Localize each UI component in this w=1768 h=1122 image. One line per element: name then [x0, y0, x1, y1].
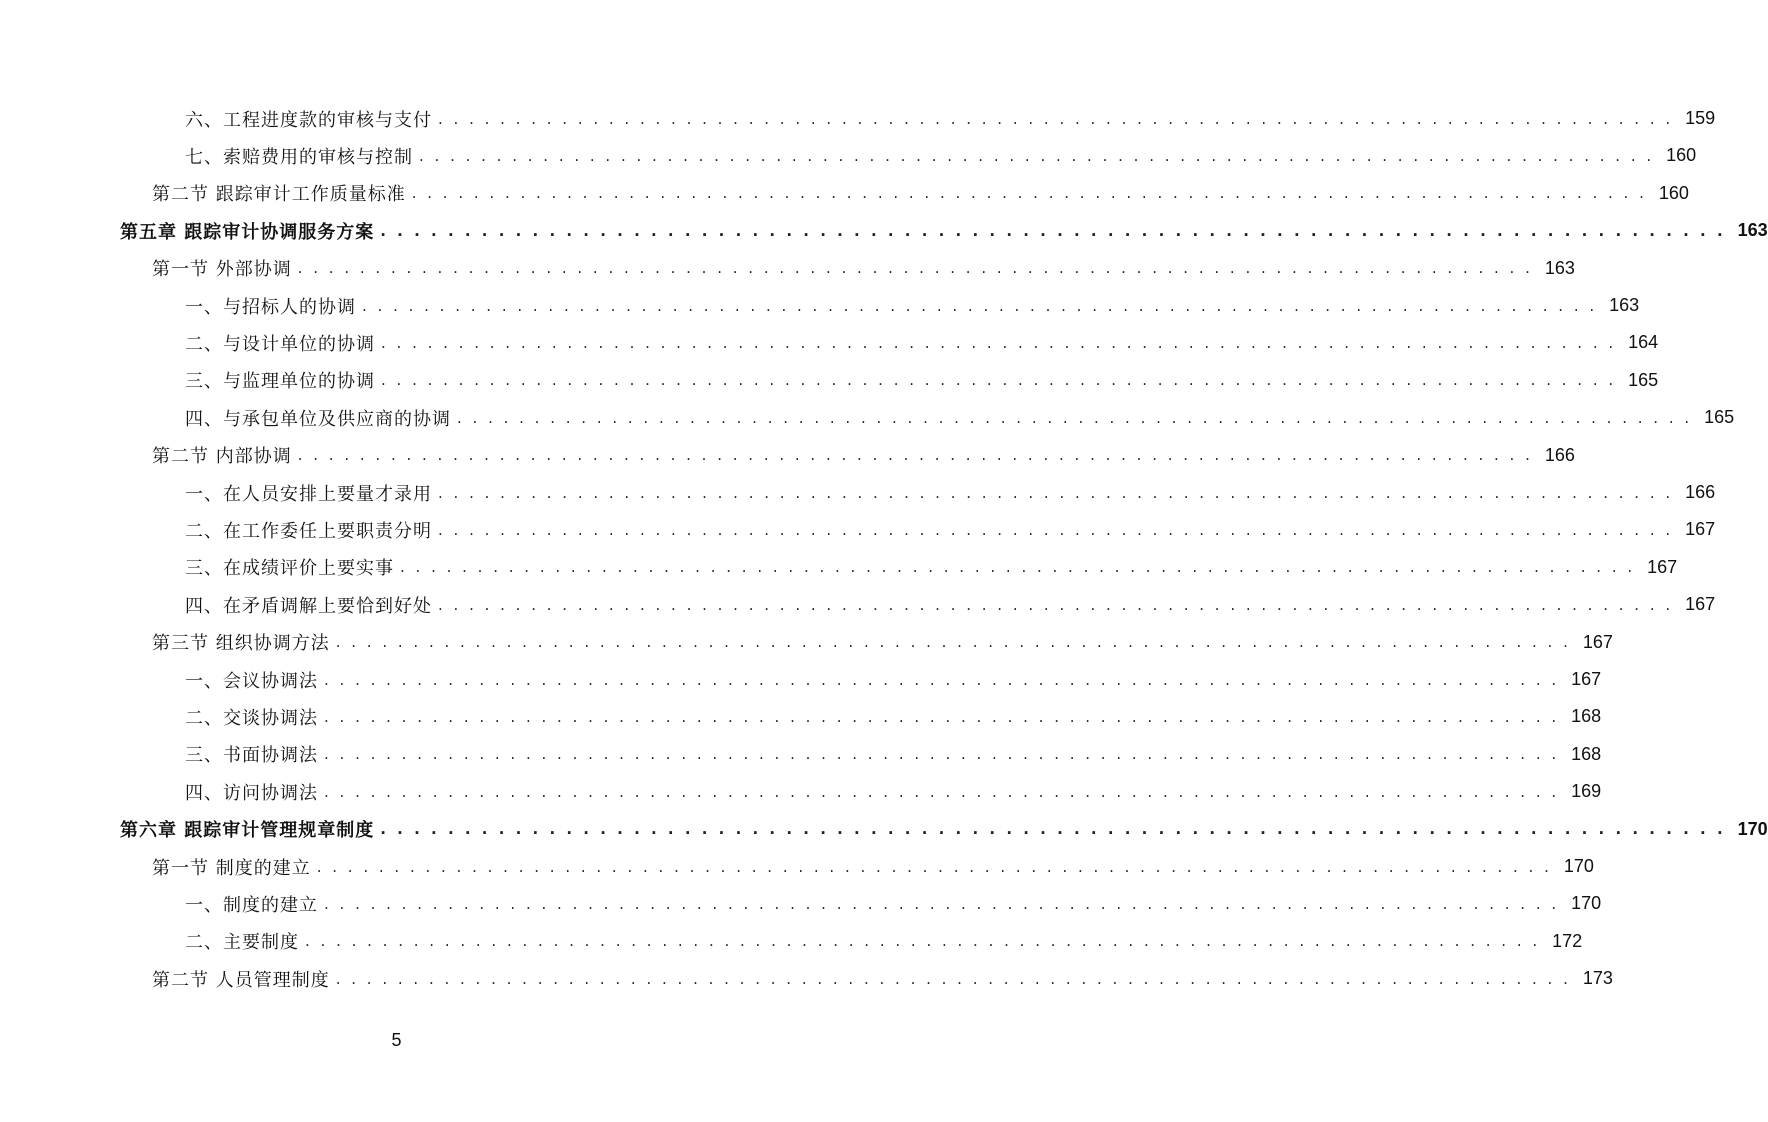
toc-chapter-entry[interactable] — [0, 212, 1768, 249]
toc-entry-page-number: 159 — [1685, 108, 1716, 128]
toc-entry-title: 四、与承包单位及供应商的协调 — [185, 408, 451, 430]
toc-section-entry[interactable] — [0, 437, 1575, 474]
toc-entry-page-number: 163 — [1737, 220, 1768, 241]
toc-dot-leader: . . . . . . . . . . . . . . . . . . . . . . . . . . . . . . . . . . . . . . . . . . . . . . . . . . . . . . . . . . . . . . . . . . . . . . . . . . . . . . . . — [335, 969, 1571, 988]
toc-entry-title: 二、在工作委任上要职责分明 — [185, 520, 432, 542]
toc-entry-title: 一、制度的建立 — [185, 894, 318, 916]
toc-dot-leader: . . . . . . . . . . . . . . . . . . . . . . . . . . . . . . . . . . . . . . . . . . . . . . . . . . . . . . . . . . . . . . . . . . . . . . . . . . . . . . . . — [324, 745, 1560, 764]
toc-entry-title: 四、访问协调法 — [185, 782, 318, 804]
toc-dot-leader: . . . . . . . . . . . . . . . . . . . . . . . . . . . . . . . . . . . . . . . . . . . . . . . . . . . . . . . . . . . . . . . . . . . . . . . . . . . . . . . . — [297, 446, 1533, 465]
toc-subsection-entry[interactable] — [0, 586, 1716, 623]
toc-entry-page-number: 170 — [1737, 818, 1768, 839]
toc-subsection-entry[interactable] — [0, 773, 1602, 810]
toc-entry-title: 三、与监理单位的协调 — [185, 371, 375, 393]
toc-entry-page-number: 168 — [1571, 706, 1602, 727]
toc-subsection-entry[interactable] — [0, 399, 1735, 436]
toc-subsection-entry[interactable] — [0, 661, 1602, 698]
toc-dot-leader: . . . . . . . . . . . . . . . . . . . . . . . . . . . . . . . . . . . . . . . . . . . . . . . . . . . . . . . . . . . . . . . . . . . . . . . . . . . . . . . . — [324, 782, 1560, 801]
toc-entry-page-number: 173 — [1582, 968, 1613, 989]
toc-section-entry[interactable] — [0, 624, 1613, 661]
toc-entry-title: 第一节 制度的建立 — [152, 857, 311, 879]
toc-entry-page-number: 167 — [1582, 631, 1613, 652]
toc-entry-title: 第六章 跟踪审计管理规章制度 — [120, 820, 375, 842]
toc-entry-page-number: 168 — [1571, 743, 1602, 764]
toc-dot-leader: . . . . . . . . . . . . . . . . . . . . . . . . . . . . . . . . . . . . . . . . . . . . . . . . . . . . . . . . . . . . . . . . . . . . . . . . . . . . . . . . — [400, 558, 1636, 577]
toc-entry-title: 一、会议协调法 — [185, 670, 318, 692]
toc-subsection-entry[interactable] — [0, 362, 1659, 399]
toc-entry-page-number: 163 — [1609, 295, 1640, 315]
toc-entry-page-number: 167 — [1647, 556, 1678, 577]
toc-dot-leader: . . . . . . . . . . . . . . . . . . . . . . . . . . . . . . . . . . . . . . . . . . . . . . . . . . . . . . . . . . . . . . . . . . . . . . . . . . . . . . . . — [411, 184, 1647, 203]
toc-entry-page-number: 165 — [1628, 369, 1659, 390]
toc-dot-leader: . . . . . . . . . . . . . . . . . . . . . . . . . . . . . . . . . . . . . . . . . . . . . . . . . . . . . . . . . . . . . . . . . . . . . . . . . . . . . . . . — [438, 109, 1674, 128]
toc-section-entry[interactable] — [0, 960, 1613, 997]
toc-dot-leader: . . . . . . . . . . . . . . . . . . . . . . . . . . . . . . . . . . . . . . . . . . . . . . . . . . . . . . . . . . . . . . . . . . . . . . . . . . . . . . . . — [380, 221, 1726, 240]
toc-entry-title: 第五章 跟踪审计协调服务方案 — [120, 221, 375, 243]
toc-entry-page-number: 169 — [1571, 781, 1602, 802]
toc-subsection-entry[interactable] — [0, 100, 1716, 137]
toc-entry-page-number: 163 — [1544, 257, 1575, 278]
toc-dot-leader: . . . . . . . . . . . . . . . . . . . . . . . . . . . . . . . . . . . . . . . . . . . . . . . . . . . . . . . . . . . . . . . . . . . . . . . . . . . . . . . . — [297, 259, 1533, 278]
toc-dot-leader: . . . . . . . . . . . . . . . . . . . . . . . . . . . . . . . . . . . . . . . . . . . . . . . . . . . . . . . . . . . . . . . . . . . . . . . . . . . . . . . . — [324, 707, 1560, 726]
toc-entry-title: 一、在人员安排上要量才录用 — [185, 483, 432, 505]
toc-entry-page-number: 166 — [1685, 482, 1716, 502]
toc-dot-leader: . . . . . . . . . . . . . . . . . . . . . . . . . . . . . . . . . . . . . . . . . . . . . . . . . . . . . . . . . . . . . . . . . . . . . . . . . . . . . . . . — [316, 857, 1552, 876]
toc-subsection-entry[interactable] — [0, 287, 1640, 324]
toc-subsection-entry[interactable] — [0, 474, 1716, 511]
toc-entry-title: 三、在成绩评价上要实事 — [185, 558, 394, 580]
toc-dot-leader: . . . . . . . . . . . . . . . . . . . . . . . . . . . . . . . . . . . . . . . . . . . . . . . . . . . . . . . . . . . . . . . . . . . . . . . . . . . . . . . . — [324, 670, 1560, 689]
toc-section-entry[interactable] — [0, 250, 1575, 287]
toc-entry-page-number: 172 — [1552, 930, 1583, 951]
toc-subsection-entry[interactable] — [0, 698, 1602, 735]
toc-entry-title: 第一节 外部协调 — [152, 259, 292, 281]
toc-entry-page-number: 160 — [1666, 145, 1697, 166]
toc-entry-page-number: 166 — [1544, 444, 1575, 465]
toc-dot-leader: . . . . . . . . . . . . . . . . . . . . . . . . . . . . . . . . . . . . . . . . . . . . . . . . . . . . . . . . . . . . . . . . . . . . . . . . . . . . . . . . — [305, 932, 1541, 951]
toc-entry-title: 第二节 跟踪审计工作质量标准 — [152, 184, 406, 206]
toc-section-entry[interactable] — [0, 175, 1689, 212]
toc-entry-title: 二、与设计单位的协调 — [185, 333, 375, 355]
toc-entry-title: 三、书面协调法 — [185, 745, 318, 767]
toc-dot-leader: . . . . . . . . . . . . . . . . . . . . . . . . . . . . . . . . . . . . . . . . . . . . . . . . . . . . . . . . . . . . . . . . . . . . . . . . . . . . . . . . — [381, 371, 1617, 390]
toc-entry-title: 七、索赔费用的审核与控制 — [185, 146, 413, 168]
toc-entry-page-number: 164 — [1628, 332, 1659, 353]
toc-subsection-entry[interactable] — [0, 549, 1678, 586]
toc-dot-leader: . . . . . . . . . . . . . . . . . . . . . . . . . . . . . . . . . . . . . . . . . . . . . . . . . . . . . . . . . . . . . . . . . . . . . . . . . . . . . . . . — [438, 483, 1674, 502]
toc-entry-title: 二、交谈协调法 — [185, 707, 318, 729]
toc-entry-title: 一、与招标人的协调 — [185, 296, 356, 318]
toc-entry-page-number: 170 — [1563, 856, 1594, 876]
toc-dot-leader: . . . . . . . . . . . . . . . . . . . . . . . . . . . . . . . . . . . . . . . . . . . . . . . . . . . . . . . . . . . . . . . . . . . . . . . . . . . . . . . . — [419, 146, 1655, 165]
toc-entry-title: 六、工程进度款的审核与支付 — [185, 109, 432, 131]
toc-entry-title: 第二节 人员管理制度 — [152, 969, 330, 991]
toc-subsection-entry[interactable] — [0, 885, 1602, 922]
toc-subsection-entry[interactable] — [0, 324, 1659, 361]
toc-entry-title: 第三节 组织协调方法 — [152, 633, 330, 655]
toc-dot-leader: . . . . . . . . . . . . . . . . . . . . . . . . . . . . . . . . . . . . . . . . . . . . . . . . . . . . . . . . . . . . . . . . . . . . . . . . . . . . . . . . — [438, 595, 1674, 614]
toc-subsection-entry[interactable] — [0, 511, 1716, 548]
toc-entry-title: 四、在矛盾调解上要恰到好处 — [185, 595, 432, 617]
toc-dot-leader: . . . . . . . . . . . . . . . . . . . . . . . . . . . . . . . . . . . . . . . . . . . . . . . . . . . . . . . . . . . . . . . . . . . . . . . . . . . . . . . . — [457, 408, 1693, 427]
toc-dot-leader: . . . . . . . . . . . . . . . . . . . . . . . . . . . . . . . . . . . . . . . . . . . . . . . . . . . . . . . . . . . . . . . . . . . . . . . . . . . . . . . . — [438, 520, 1674, 539]
page-number-footer: 5 — [391, 1030, 402, 1050]
toc-section-entry[interactable] — [0, 848, 1594, 885]
toc-subsection-entry[interactable] — [0, 736, 1602, 773]
toc-dot-leader: . . . . . . . . . . . . . . . . . . . . . . . . . . . . . . . . . . . . . . . . . . . . . . . . . . . . . . . . . . . . . . . . . . . . . . . . . . . . . . . . — [362, 296, 1598, 315]
toc-subsection-entry[interactable] — [0, 923, 1583, 960]
toc-entry-page-number: 167 — [1685, 594, 1716, 615]
toc-subsection-entry[interactable] — [0, 137, 1697, 174]
toc-entry-page-number: 170 — [1571, 893, 1602, 914]
toc-dot-leader: . . . . . . . . . . . . . . . . . . . . . . . . . . . . . . . . . . . . . . . . . . . . . . . . . . . . . . . . . . . . . . . . . . . . . . . . . . . . . . . . — [335, 633, 1571, 652]
toc-dot-leader: . . . . . . . . . . . . . . . . . . . . . . . . . . . . . . . . . . . . . . . . . . . . . . . . . . . . . . . . . . . . . . . . . . . . . . . . . . . . . . . . — [381, 333, 1617, 352]
toc-chapter-entry[interactable] — [0, 811, 1768, 848]
toc-entry-title: 第二节 内部协调 — [152, 446, 292, 468]
toc-entry-page-number: 167 — [1685, 519, 1716, 540]
toc-entry-page-number: 165 — [1704, 407, 1735, 428]
toc-dot-leader: . . . . . . . . . . . . . . . . . . . . . . . . . . . . . . . . . . . . . . . . . . . . . . . . . . . . . . . . . . . . . . . . . . . . . . . . . . . . . . . . — [324, 894, 1560, 913]
toc-entry-title: 二、主要制度 — [185, 932, 299, 954]
toc-entry-page-number: 160 — [1658, 182, 1689, 203]
toc-entry-page-number: 167 — [1571, 669, 1602, 689]
toc-dot-leader: . . . . . . . . . . . . . . . . . . . . . . . . . . . . . . . . . . . . . . . . . . . . . . . . . . . . . . . . . . . . . . . . . . . . . . . . . . . . . . . . — [380, 820, 1726, 839]
